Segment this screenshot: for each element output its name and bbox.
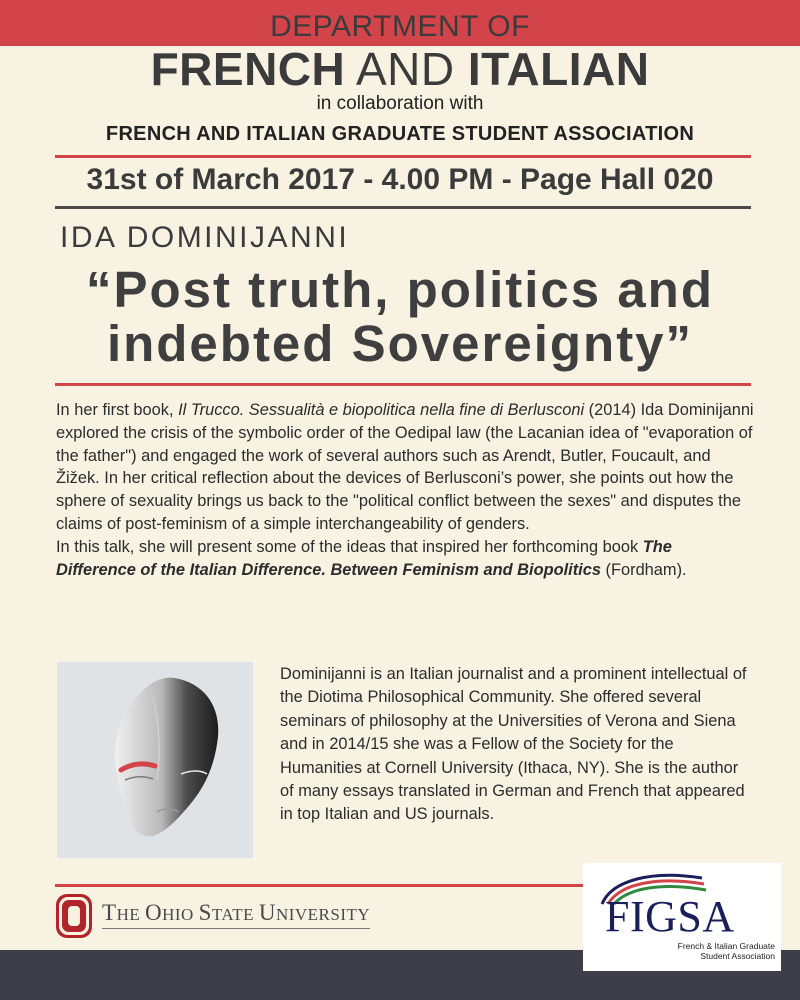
osu-t: T — [102, 900, 117, 925]
p2-rest: (Fordham). — [600, 560, 687, 579]
speaker-bio: Dominijanni is an Italian journalist and a prominent intellectual of the Diotima Philosophical Community. She offered several seminars of philosophy at the Universities of Verona and Siena and in 2014/15 she was a Fellow of the Society for the Humanities at Cornell University (Ithaca, NY). She is the author of many essays translated in German and French that appeared in top Italian and US journals. — [280, 665, 747, 824]
figsa-wordmark: FIGSA — [605, 892, 735, 941]
figsa-subtitle-line-1: French & Italian Graduate — [677, 941, 775, 951]
divider-red-3 — [55, 884, 585, 887]
dept-name-italian: ITALIAN — [467, 43, 650, 95]
first-book-title: Il Trucco. Sessualità e biopolitica nella fine di Berlusconi — [178, 401, 585, 419]
osu-o: O — [144, 900, 163, 925]
osu-he: HE — [116, 905, 145, 924]
dept-name-and: AND — [356, 43, 455, 95]
osu-underline — [102, 928, 370, 929]
description-paragraph-1 — [56, 399, 756, 536]
description-paragraph-2 — [56, 536, 756, 582]
dept-name-french: FRENCH — [150, 43, 346, 95]
talk-title-line-2: indebted Sovereignty” — [106, 315, 694, 372]
osu-wordmark — [102, 900, 370, 926]
p1-lead: In her first book, — [56, 401, 179, 419]
talk-title-line-1: “Post truth, politics and — [85, 261, 714, 318]
divider-red-2 — [55, 383, 751, 386]
department-of-label: DEPARTMENT OF — [270, 10, 530, 43]
association-name: FRENCH AND ITALIAN GRADUATE STUDENT ASSOCIATION — [105, 123, 695, 145]
divider-red-1 — [55, 155, 751, 158]
mask-illustration — [57, 662, 253, 858]
osu-u: U — [258, 900, 276, 925]
figsa-subtitle — [640, 941, 775, 961]
divider-dark-1 — [55, 206, 751, 209]
mask-portrait-image — [57, 662, 253, 858]
osu-tate: TATE — [211, 905, 259, 924]
description-text — [56, 399, 756, 581]
p1-rest: (2014) Ida Dominijanni explored the crisis of the symbolic order of the Oedipal law (the Lacanian idea of "evaporation of the father") and engaged the work of several authors such as Arendt, Butler, Foucault, and Žižek. In her critical reflection about the devices of Berlusconi’s power, she points out how the sphere of sexuality brings us back to the "political conflict between the sexes" and disputes the claims of post-feminism of a simple interchangeability of genders. — [56, 401, 754, 533]
p2-lead: In this talk, she will present some of the ideas that inspired her forthcoming book — [56, 537, 643, 556]
osu-hio: HIO — [162, 905, 199, 924]
department-name — [0, 44, 800, 94]
ohio-state-block-o-icon — [55, 893, 93, 939]
talk-title — [0, 263, 800, 371]
figsa-subtitle-line-2: Student Association — [700, 951, 775, 961]
collaboration-label: in collaboration with — [316, 93, 484, 114]
event-date-line: 31st of March 2017 - 4.00 PM - Page Hall 020 — [86, 163, 714, 196]
osu-niversity: NIVERSITY — [275, 905, 371, 924]
speaker-name: IDA DOMINIJANNI — [60, 221, 350, 254]
osu-s: S — [198, 900, 212, 925]
forthcoming-book-title: The Difference of the Italian Difference. Between Feminism and Biopolitics — [56, 537, 672, 579]
